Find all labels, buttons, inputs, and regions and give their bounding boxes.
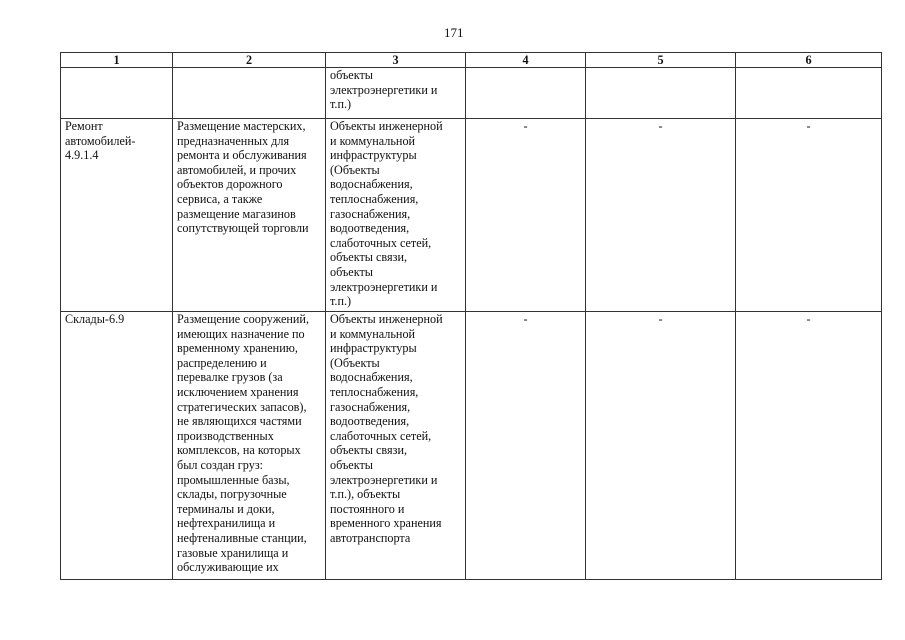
table-cell: - <box>586 312 736 580</box>
header-cell: 4 <box>466 53 586 68</box>
table-cell: Склады-6.9 <box>61 312 173 580</box>
table-cell: Размещение сооружений, имеющих назначение по временному хранению, распределению и перевалке грузов (за исключением хранения стратегических запасов), не являющихся частями производственных комплексов, на которых был создан груз: промышленные базы, склады, погрузочные терминалы и доки, нефтехранилища и нефтеналивные станции, газовые хранилища и обслуживающие их <box>173 312 326 580</box>
header-row <box>61 53 882 68</box>
table-cell: - <box>466 312 586 580</box>
table-cell: - <box>736 312 882 580</box>
header-cell: 1 <box>61 53 173 68</box>
table-cell: Ремонт автомобилей- 4.9.1.4 <box>61 119 173 312</box>
header-cell: 3 <box>326 53 466 68</box>
table-cell <box>586 68 736 119</box>
table-cell <box>466 68 586 119</box>
table-cell: объекты электроэнергетики и т.п.) <box>326 68 466 119</box>
table-cell: Размещение мастерских, предназначенных для ремонта и обслуживания автомобилей, и прочих объектов дорожного сервиса, а также размещение магазинов сопутствующей торговли <box>173 119 326 312</box>
table-row <box>61 68 882 119</box>
document-table <box>60 52 882 580</box>
table-cell: - <box>736 119 882 312</box>
table-cell <box>736 68 882 119</box>
table-cell: - <box>586 119 736 312</box>
table-cell: - <box>466 119 586 312</box>
table-row <box>61 119 882 312</box>
table-row <box>61 312 882 580</box>
header-cell: 5 <box>586 53 736 68</box>
table-cell: Объекты инженерной и коммунальной инфраструктуры (Объекты водоснабжения, теплоснабжения, газоснабжения, водоотведения, слаботочных сетей, объекты связи, объекты электроэнергетики и т.п.), объекты постоянного и временного хранения автотранспорта <box>326 312 466 580</box>
table-cell: Объекты инженерной и коммунальной инфраструктуры (Объекты водоснабжения, теплоснабжения, газоснабжения, водоотведения, слаботочных сетей, объекты связи, объекты электроэнергетики и т.п.) <box>326 119 466 312</box>
table-cell <box>173 68 326 119</box>
header-cell: 6 <box>736 53 882 68</box>
header-cell: 2 <box>173 53 326 68</box>
page-number: 171 <box>444 25 464 40</box>
table-cell <box>61 68 173 119</box>
